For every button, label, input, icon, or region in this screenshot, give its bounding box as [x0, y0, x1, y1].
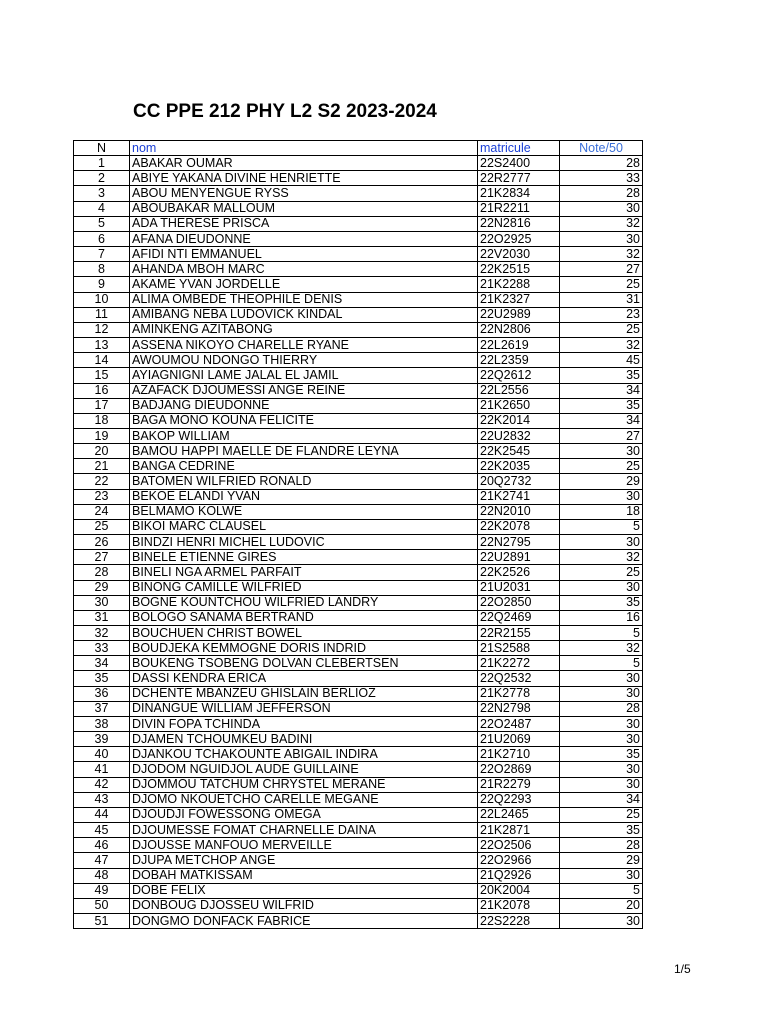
cell-matricule: 21K2650 — [478, 398, 560, 413]
cell-note: 29 — [560, 474, 643, 489]
cell-n: 36 — [74, 686, 130, 701]
cell-note: 35 — [560, 747, 643, 762]
table-row — [74, 171, 643, 186]
cell-note: 28 — [560, 701, 643, 716]
cell-nom: BOUCHUEN CHRIST BOWEL — [130, 626, 478, 641]
cell-n: 30 — [74, 595, 130, 610]
cell-matricule: 22N2798 — [478, 701, 560, 716]
cell-n: 31 — [74, 610, 130, 625]
cell-matricule: 21U2031 — [478, 580, 560, 595]
cell-n: 46 — [74, 838, 130, 853]
cell-n: 37 — [74, 701, 130, 716]
cell-note: 5 — [560, 656, 643, 671]
cell-n: 9 — [74, 277, 130, 292]
cell-note: 30 — [560, 489, 643, 504]
cell-nom: BATOMEN WILFRIED RONALD — [130, 474, 478, 489]
cell-nom: DONBOUG DJOSSEU WILFRID — [130, 898, 478, 913]
cell-matricule: 21K2871 — [478, 823, 560, 838]
cell-note: 23 — [560, 307, 643, 322]
cell-matricule: 22L2556 — [478, 383, 560, 398]
cell-note: 29 — [560, 853, 643, 868]
cell-note: 18 — [560, 504, 643, 519]
table-row — [74, 535, 643, 550]
grades-table — [73, 140, 643, 929]
cell-nom: BINELI NGA ARMEL PARFAIT — [130, 565, 478, 580]
cell-note: 5 — [560, 883, 643, 898]
cell-note: 25 — [560, 277, 643, 292]
cell-n: 15 — [74, 368, 130, 383]
cell-nom: BAKOP WILLIAM — [130, 428, 478, 443]
cell-n: 43 — [74, 792, 130, 807]
table-row — [74, 580, 643, 595]
cell-n: 28 — [74, 565, 130, 580]
cell-note: 25 — [560, 807, 643, 822]
cell-matricule: 22R2777 — [478, 171, 560, 186]
cell-note: 25 — [560, 459, 643, 474]
cell-note: 30 — [560, 231, 643, 246]
table-row — [74, 671, 643, 686]
table-row — [74, 459, 643, 474]
table-row — [74, 701, 643, 716]
cell-matricule: 22K2014 — [478, 413, 560, 428]
cell-nom: ABOU MENYENGUE RYSS — [130, 186, 478, 201]
cell-nom: BANGA CEDRINE — [130, 459, 478, 474]
cell-matricule: 22R2155 — [478, 626, 560, 641]
table-header-row — [74, 141, 643, 156]
table-row — [74, 868, 643, 883]
cell-note: 32 — [560, 216, 643, 231]
cell-matricule: 22U2832 — [478, 428, 560, 443]
cell-n: 14 — [74, 353, 130, 368]
cell-note: 30 — [560, 913, 643, 928]
cell-matricule: 21Q2926 — [478, 868, 560, 883]
cell-nom: BEKOE ELANDI YVAN — [130, 489, 478, 504]
cell-note: 28 — [560, 838, 643, 853]
cell-note: 5 — [560, 626, 643, 641]
cell-note: 35 — [560, 823, 643, 838]
cell-n: 40 — [74, 747, 130, 762]
cell-matricule: 22O2966 — [478, 853, 560, 868]
table-row — [74, 247, 643, 262]
cell-note: 32 — [560, 550, 643, 565]
header-nom: nom — [130, 141, 478, 156]
table-row — [74, 792, 643, 807]
cell-n: 5 — [74, 216, 130, 231]
table-row — [74, 201, 643, 216]
cell-note: 30 — [560, 535, 643, 550]
table-row — [74, 353, 643, 368]
cell-note: 30 — [560, 762, 643, 777]
cell-matricule: 21R2211 — [478, 201, 560, 216]
cell-note: 32 — [560, 338, 643, 353]
cell-n: 41 — [74, 762, 130, 777]
table-row — [74, 398, 643, 413]
table-row — [74, 338, 643, 353]
cell-nom: DINANGUE WILLIAM JEFFERSON — [130, 701, 478, 716]
table-row — [74, 519, 643, 534]
cell-matricule: 22L2465 — [478, 807, 560, 822]
cell-n: 38 — [74, 716, 130, 731]
cell-matricule: 22O2506 — [478, 838, 560, 853]
cell-matricule: 22V2030 — [478, 247, 560, 262]
cell-matricule: 22O2869 — [478, 762, 560, 777]
cell-note: 32 — [560, 247, 643, 262]
cell-nom: AMIBANG NEBA LUDOVICK KINDAL — [130, 307, 478, 322]
cell-matricule: 22U2891 — [478, 550, 560, 565]
cell-n: 45 — [74, 823, 130, 838]
cell-note: 30 — [560, 686, 643, 701]
cell-n: 51 — [74, 913, 130, 928]
cell-nom: DJAMEN TCHOUMKEU BADINI — [130, 732, 478, 747]
cell-matricule: 22O2850 — [478, 595, 560, 610]
table-row — [74, 550, 643, 565]
cell-matricule: 22Q2532 — [478, 671, 560, 686]
table-row — [74, 898, 643, 913]
cell-matricule: 22K2515 — [478, 262, 560, 277]
cell-matricule: 22K2545 — [478, 444, 560, 459]
table-row — [74, 883, 643, 898]
cell-n: 11 — [74, 307, 130, 322]
cell-matricule: 21K2778 — [478, 686, 560, 701]
table-row — [74, 747, 643, 762]
cell-n: 20 — [74, 444, 130, 459]
cell-matricule: 21K2272 — [478, 656, 560, 671]
cell-matricule: 22L2619 — [478, 338, 560, 353]
cell-n: 44 — [74, 807, 130, 822]
table-row — [74, 686, 643, 701]
cell-note: 30 — [560, 716, 643, 731]
cell-nom: BAMOU HAPPI MAELLE DE FLANDRE LEYNA — [130, 444, 478, 459]
table-row — [74, 368, 643, 383]
cell-note: 30 — [560, 671, 643, 686]
table-row — [74, 595, 643, 610]
table-row — [74, 383, 643, 398]
cell-note: 31 — [560, 292, 643, 307]
cell-note: 16 — [560, 610, 643, 625]
table-row — [74, 641, 643, 656]
cell-note: 35 — [560, 368, 643, 383]
cell-nom: BINDZI HENRI MICHEL LUDOVIC — [130, 535, 478, 550]
cell-note: 5 — [560, 519, 643, 534]
cell-matricule: 21K2834 — [478, 186, 560, 201]
cell-nom: DJOUSSE MANFOUO MERVEILLE — [130, 838, 478, 853]
cell-nom: AZAFACK DJOUMESSI ANGE REINE — [130, 383, 478, 398]
cell-n: 39 — [74, 732, 130, 747]
cell-n: 21 — [74, 459, 130, 474]
cell-n: 10 — [74, 292, 130, 307]
cell-n: 22 — [74, 474, 130, 489]
cell-nom: BIKOI MARC CLAUSEL — [130, 519, 478, 534]
cell-n: 7 — [74, 247, 130, 262]
cell-n: 32 — [74, 626, 130, 641]
cell-nom: AFANA DIEUDONNE — [130, 231, 478, 246]
cell-nom: DASSI KENDRA ERICA — [130, 671, 478, 686]
cell-matricule: 22Q2612 — [478, 368, 560, 383]
cell-matricule: 22S2400 — [478, 156, 560, 171]
cell-nom: BELMAMO KOLWE — [130, 504, 478, 519]
table-row — [74, 838, 643, 853]
cell-note: 27 — [560, 428, 643, 443]
cell-nom: DJOMO NKOUETCHO CARELLE MEGANE — [130, 792, 478, 807]
cell-matricule: 21K2710 — [478, 747, 560, 762]
table-row — [74, 444, 643, 459]
cell-note: 20 — [560, 898, 643, 913]
cell-nom: BINELE ETIENNE GIRES — [130, 550, 478, 565]
cell-matricule: 22Q2469 — [478, 610, 560, 625]
cell-note: 25 — [560, 565, 643, 580]
cell-n: 23 — [74, 489, 130, 504]
cell-matricule: 22S2228 — [478, 913, 560, 928]
cell-n: 26 — [74, 535, 130, 550]
cell-n: 2 — [74, 171, 130, 186]
cell-matricule: 22O2487 — [478, 716, 560, 731]
cell-nom: AYIAGNIGNI LAME JALAL EL JAMIL — [130, 368, 478, 383]
table-row — [74, 807, 643, 822]
cell-n: 12 — [74, 322, 130, 337]
cell-note: 30 — [560, 201, 643, 216]
cell-n: 24 — [74, 504, 130, 519]
cell-note: 34 — [560, 413, 643, 428]
cell-matricule: 20Q2732 — [478, 474, 560, 489]
cell-note: 35 — [560, 398, 643, 413]
table-row — [74, 216, 643, 231]
cell-matricule: 22K2526 — [478, 565, 560, 580]
table-row — [74, 428, 643, 443]
cell-n: 4 — [74, 201, 130, 216]
cell-n: 34 — [74, 656, 130, 671]
cell-nom: ALIMA OMBEDE THEOPHILE DENIS — [130, 292, 478, 307]
cell-matricule: 21R2279 — [478, 777, 560, 792]
cell-nom: AFIDI NTI EMMANUEL — [130, 247, 478, 262]
cell-matricule: 22N2010 — [478, 504, 560, 519]
cell-nom: BAGA MONO KOUNA FELICITE — [130, 413, 478, 428]
page-number: 1/5 — [674, 962, 691, 976]
cell-n: 27 — [74, 550, 130, 565]
cell-n: 42 — [74, 777, 130, 792]
cell-nom: ABIYE YAKANA DIVINE HENRIETTE — [130, 171, 478, 186]
header-note: Note/50 — [560, 141, 643, 156]
cell-note: 35 — [560, 595, 643, 610]
cell-note: 33 — [560, 171, 643, 186]
cell-nom: DOBAH MATKISSAM — [130, 868, 478, 883]
table-row — [74, 823, 643, 838]
cell-note: 30 — [560, 732, 643, 747]
cell-matricule: 21K2078 — [478, 898, 560, 913]
cell-nom: AMINKENG AZITABONG — [130, 322, 478, 337]
cell-nom: ABOUBAKAR MALLOUM — [130, 201, 478, 216]
cell-n: 19 — [74, 428, 130, 443]
table-row — [74, 913, 643, 928]
cell-nom: BADJANG DIEUDONNE — [130, 398, 478, 413]
cell-matricule: 21U2069 — [478, 732, 560, 747]
cell-note: 30 — [560, 444, 643, 459]
cell-nom: AWOUMOU NDONGO THIERRY — [130, 353, 478, 368]
cell-n: 6 — [74, 231, 130, 246]
cell-note: 30 — [560, 777, 643, 792]
cell-nom: BOUDJEKA KEMMOGNE DORIS INDRID — [130, 641, 478, 656]
table-row — [74, 307, 643, 322]
cell-n: 25 — [74, 519, 130, 534]
table-row — [74, 489, 643, 504]
cell-n: 33 — [74, 641, 130, 656]
table-row — [74, 292, 643, 307]
cell-note: 32 — [560, 641, 643, 656]
cell-note: 34 — [560, 383, 643, 398]
cell-nom: DONGMO DONFACK FABRICE — [130, 913, 478, 928]
cell-n: 48 — [74, 868, 130, 883]
table-row — [74, 186, 643, 201]
cell-nom: DJODOM NGUIDJOL AUDE GUILLAINE — [130, 762, 478, 777]
cell-matricule: 22K2078 — [478, 519, 560, 534]
cell-nom: ADA THERESE PRISCA — [130, 216, 478, 231]
cell-n: 16 — [74, 383, 130, 398]
cell-note: 28 — [560, 156, 643, 171]
table-row — [74, 656, 643, 671]
table-row — [74, 626, 643, 641]
table-row — [74, 413, 643, 428]
table-row — [74, 156, 643, 171]
cell-note: 27 — [560, 262, 643, 277]
cell-n: 49 — [74, 883, 130, 898]
cell-matricule: 21S2588 — [478, 641, 560, 656]
cell-nom: BOGNE KOUNTCHOU WILFRIED LANDRY — [130, 595, 478, 610]
table-row — [74, 474, 643, 489]
table-row — [74, 565, 643, 580]
table-row — [74, 853, 643, 868]
cell-matricule: 22N2806 — [478, 322, 560, 337]
cell-n: 17 — [74, 398, 130, 413]
cell-matricule: 22O2925 — [478, 231, 560, 246]
table-row — [74, 762, 643, 777]
cell-nom: DCHENTE MBANZEU GHISLAIN BERLIOZ — [130, 686, 478, 701]
cell-matricule: 20K2004 — [478, 883, 560, 898]
cell-nom: DIVIN FOPA TCHINDA — [130, 716, 478, 731]
table-row — [74, 322, 643, 337]
table-row — [74, 732, 643, 747]
cell-n: 3 — [74, 186, 130, 201]
cell-nom: ASSENA NIKOYO CHARELLE RYANE — [130, 338, 478, 353]
cell-nom: AKAME YVAN JORDELLE — [130, 277, 478, 292]
cell-matricule: 22L2359 — [478, 353, 560, 368]
table-body — [74, 156, 643, 929]
table-row — [74, 231, 643, 246]
cell-nom: DJOUMESSE FOMAT CHARNELLE DAINA — [130, 823, 478, 838]
table-row — [74, 777, 643, 792]
cell-matricule: 22N2795 — [478, 535, 560, 550]
cell-nom: BINONG CAMILLE WILFRIED — [130, 580, 478, 595]
cell-nom: DJOMMOU TATCHUM CHRYSTEL MERANE — [130, 777, 478, 792]
header-n: N — [74, 141, 130, 156]
cell-matricule: 22K2035 — [478, 459, 560, 474]
cell-n: 13 — [74, 338, 130, 353]
cell-nom: DJANKOU TCHAKOUNTE ABIGAIL INDIRA — [130, 747, 478, 762]
cell-note: 30 — [560, 580, 643, 595]
cell-note: 30 — [560, 868, 643, 883]
cell-nom: BOUKENG TSOBENG DOLVAN CLEBERTSEN — [130, 656, 478, 671]
cell-nom: DJUPA METCHOP ANGE — [130, 853, 478, 868]
cell-n: 29 — [74, 580, 130, 595]
cell-nom: ABAKAR OUMAR — [130, 156, 478, 171]
header-matricule: matricule — [478, 141, 560, 156]
cell-note: 45 — [560, 353, 643, 368]
table-row — [74, 504, 643, 519]
table-row — [74, 277, 643, 292]
cell-matricule: 22N2816 — [478, 216, 560, 231]
cell-note: 34 — [560, 792, 643, 807]
table-row — [74, 610, 643, 625]
document-title: CC PPE 212 PHY L2 S2 2023-2024 — [133, 101, 437, 122]
cell-nom: DOBE FELIX — [130, 883, 478, 898]
cell-matricule: 21K2327 — [478, 292, 560, 307]
cell-nom: BOLOGO SANAMA BERTRAND — [130, 610, 478, 625]
cell-matricule: 22Q2293 — [478, 792, 560, 807]
cell-n: 1 — [74, 156, 130, 171]
cell-note: 28 — [560, 186, 643, 201]
cell-n: 35 — [74, 671, 130, 686]
cell-n: 8 — [74, 262, 130, 277]
table-row — [74, 262, 643, 277]
cell-nom: AHANDA MBOH MARC — [130, 262, 478, 277]
cell-matricule: 22U2989 — [478, 307, 560, 322]
cell-n: 47 — [74, 853, 130, 868]
cell-nom: DJOUDJI FOWESSONG OMEGA — [130, 807, 478, 822]
cell-matricule: 21K2741 — [478, 489, 560, 504]
cell-note: 25 — [560, 322, 643, 337]
cell-matricule: 21K2288 — [478, 277, 560, 292]
cell-n: 50 — [74, 898, 130, 913]
cell-n: 18 — [74, 413, 130, 428]
table-row — [74, 716, 643, 731]
